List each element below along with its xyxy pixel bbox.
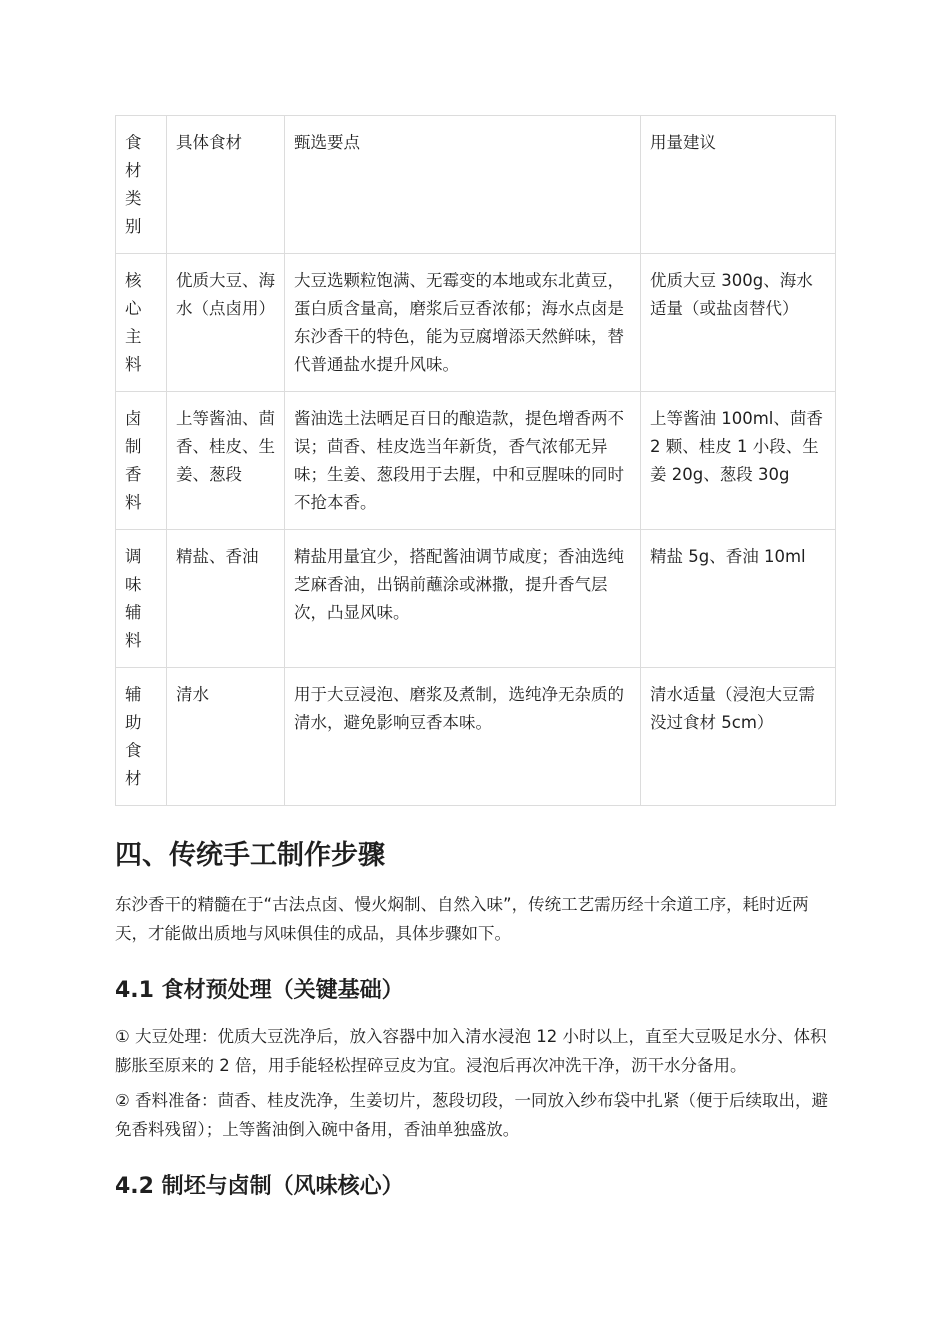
table-cell: 核心主料 bbox=[116, 254, 167, 392]
table-row bbox=[116, 530, 836, 668]
table-cell: 优质大豆 300g、海水适量（或盐卤替代） bbox=[641, 254, 836, 392]
subsection-heading-preprocessing: 4.1 食材预处理（关键基础） bbox=[115, 978, 404, 1003]
table-cell: 精盐用量宜少，搭配酱油调节咸度；香油选纯芝麻香油，出锅前蘸涂或淋撒，提升香气层次，凸显风味。 bbox=[285, 530, 641, 668]
header-cell-category: 食材类别 bbox=[116, 116, 167, 254]
table-cell: 卤制香料 bbox=[116, 392, 167, 530]
table-cell: 调味辅料 bbox=[116, 530, 167, 668]
ingredients-table-container bbox=[115, 115, 835, 806]
table-cell: 用于大豆浸泡、磨浆及煮制，选纯净无杂质的清水，避免影响豆香本味。 bbox=[285, 668, 641, 806]
table-header-row bbox=[116, 116, 836, 254]
header-cell-amount: 用量建议 bbox=[641, 116, 836, 254]
table-cell: 精盐 5g、香油 10ml bbox=[641, 530, 836, 668]
table-cell: 清水适量（浸泡大豆需没过食材 5cm） bbox=[641, 668, 836, 806]
subsection-heading-marinating: 4.2 制坯与卤制（风味核心） bbox=[115, 1174, 404, 1199]
table-row bbox=[116, 668, 836, 806]
table-cell: 精盐、香油 bbox=[167, 530, 285, 668]
step-paragraph-soybean: ① 大豆处理：优质大豆洗净后，放入容器中加入清水浸泡 12 小时以上，直至大豆吸足水分、体积膨胀至原来的 2 倍，用手能轻松捏碎豆皮为宜。浸泡后再次冲洗干净，沥干水分备用。 bbox=[115, 1027, 827, 1075]
ingredients-table bbox=[115, 115, 836, 806]
step-paragraph-spices: ② 香料准备：茴香、桂皮洗净，生姜切片，葱段切段，一同放入纱布袋中扎紧（便于后续取出，避免香料残留）；上等酱油倒入碗中备用，香油单独盛放。 bbox=[115, 1091, 829, 1139]
table-row bbox=[116, 392, 836, 530]
header-cell-ingredient: 具体食材 bbox=[167, 116, 285, 254]
header-cell-selection-points: 甄选要点 bbox=[285, 116, 641, 254]
table-cell: 上等酱油 100ml、茴香 2 颗、桂皮 1 小段、生姜 20g、葱段 30g bbox=[641, 392, 836, 530]
table-cell: 上等酱油、茴香、桂皮、生姜、葱段 bbox=[167, 392, 285, 530]
table-cell: 大豆选颗粒饱满、无霉变的本地或东北黄豆，蛋白质含量高，磨浆后豆香浓郁；海水点卤是东沙香干的特色，能为豆腐增添天然鲜味，替代普通盐水提升风味。 bbox=[285, 254, 641, 392]
table-cell: 辅助食材 bbox=[116, 668, 167, 806]
section-heading: 四、传统手工制作步骤 bbox=[115, 840, 385, 871]
table-cell: 优质大豆、海水（点卤用） bbox=[167, 254, 285, 392]
table-cell: 清水 bbox=[167, 668, 285, 806]
table-row bbox=[116, 254, 836, 392]
table-cell: 酱油选土法晒足百日的酿造款，提色增香两不误；茴香、桂皮选当年新货，香气浓郁无异味；生姜、葱段用于去腥，中和豆腥味的同时不抢本香。 bbox=[285, 392, 641, 530]
section-intro-paragraph: 东沙香干的精髓在于“古法点卤、慢火焖制、自然入味”，传统工艺需历经十余道工序，耗时近两天，才能做出质地与风味俱佳的成品，具体步骤如下。 bbox=[115, 895, 809, 943]
